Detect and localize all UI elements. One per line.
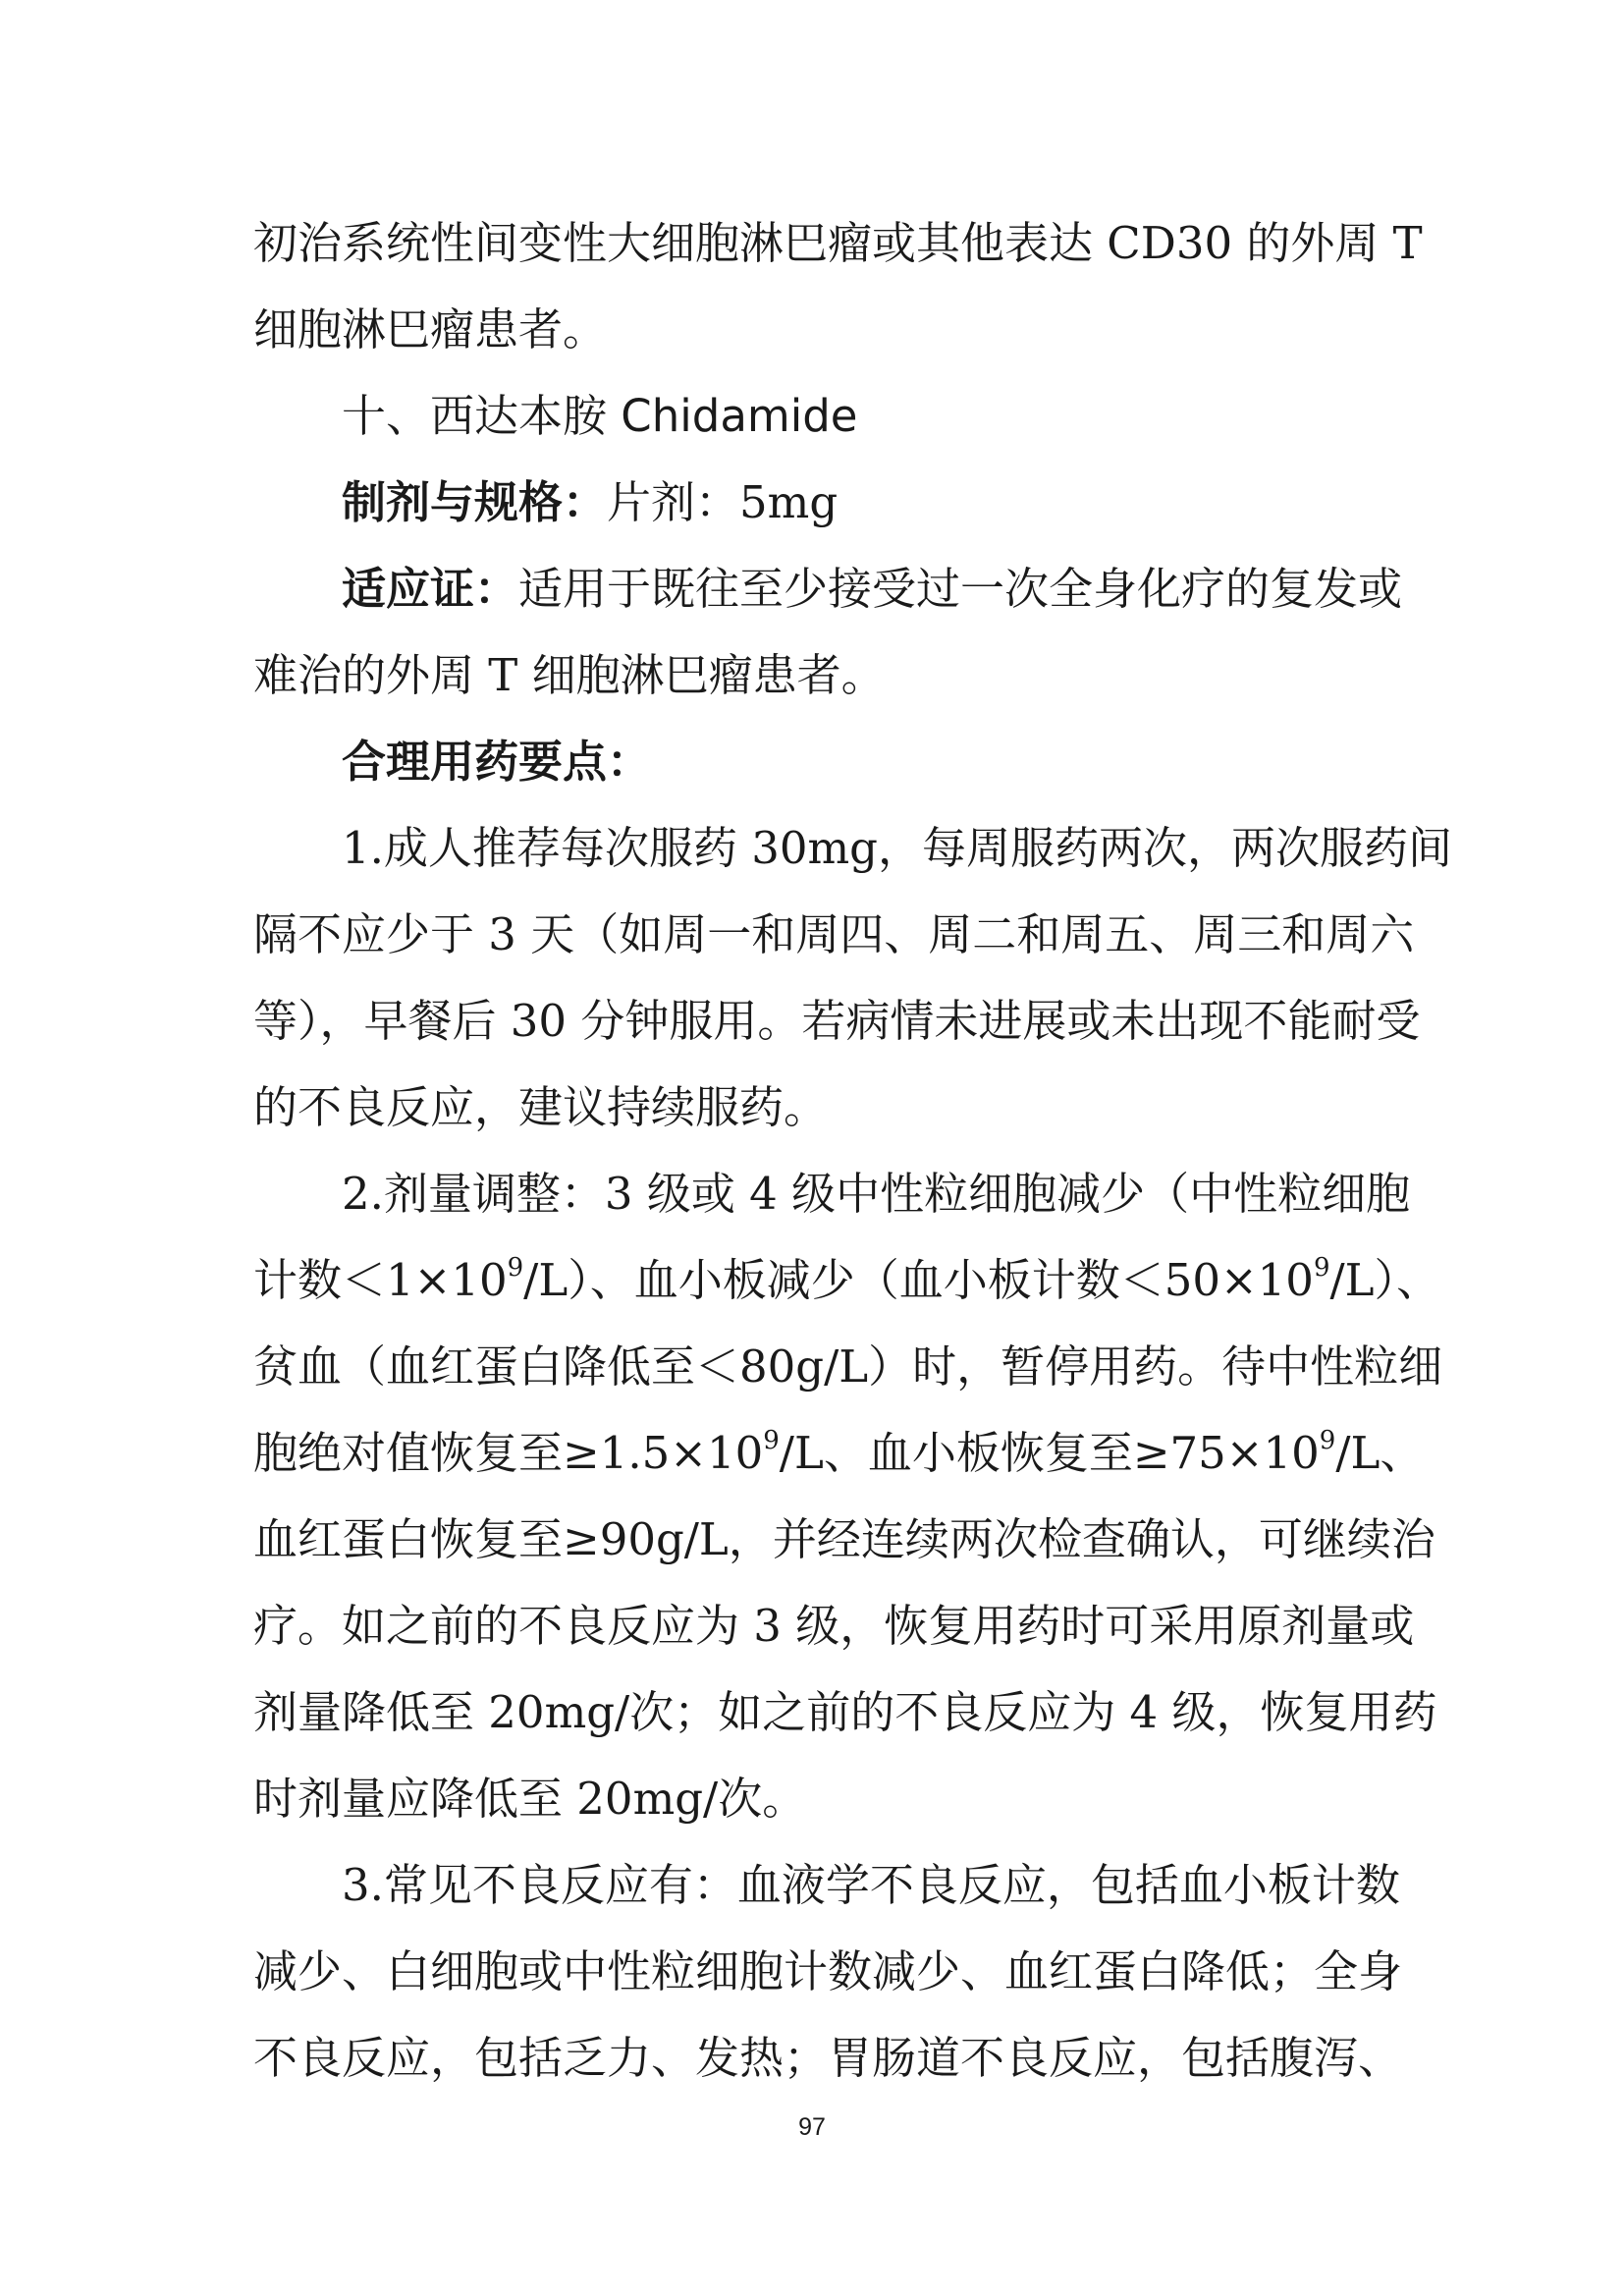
item2-text-4c: /L、	[1335, 1427, 1425, 1479]
exponent: 9	[1313, 1253, 1330, 1283]
exponent: 9	[507, 1253, 524, 1283]
indication-line-1	[253, 554, 1403, 640]
exponent: 9	[763, 1426, 780, 1455]
usage-heading: 合理用药要点：	[342, 736, 652, 788]
item2-line-6: 疗。如之前的不良反应为 3 级，恢复用药时可采用原剂量或	[253, 1600, 1415, 1652]
item2-line-7: 剂量降低至 20mg/次；如之前的不良反应为 4 级，恢复用药	[253, 1686, 1437, 1738]
formulation-value: 片剂：5mg	[607, 476, 839, 528]
item1-line-4: 的不良反应，建议持续服药。	[253, 1081, 829, 1133]
item2-line-3: 贫血（血红蛋白降低至＜80g/L）时，暂停用药。待中性粒细	[253, 1340, 1443, 1393]
item2-text-4a: 胞绝对值恢复至≥1.5×10	[253, 1427, 764, 1479]
indication-line-2: 难治的外周 T 细胞淋巴瘤患者。	[253, 649, 886, 701]
item2-line-1: 2.剂量调整：3 级或 4 级中性粒细胞减少（中性粒细胞	[342, 1168, 1411, 1220]
item3-line-3: 不良反应，包括乏力、发热；胃肠道不良反应，包括腹泻、	[253, 2032, 1403, 2084]
continuation-line-1: 初治系统性间变性大细胞淋巴瘤或其他表达 CD30 的外周 T	[253, 217, 1423, 269]
indication-label: 适应证：	[342, 563, 519, 615]
item2-line-5: 血红蛋白恢复至≥90g/L，并经连续两次检查确认，可继续治	[253, 1513, 1435, 1565]
item3-line-2: 减少、白细胞或中性粒细胞计数减少、血红蛋白降低；全身	[253, 1945, 1403, 1997]
item2-line-8: 时剂量应降低至 20mg/次。	[253, 1773, 807, 1825]
formulation-label: 制剂与规格：	[342, 476, 608, 528]
page-content	[253, 208, 1452, 2109]
item2-text-2b: /L）、血小板减少（血小板计数＜50×10	[523, 1254, 1314, 1306]
indication-text-1: 适用于既往至少接受过一次全身化疗的复发或	[518, 563, 1403, 615]
item1-line-1: 1.成人推荐每次服药 30mg，每周服药两次，两次服药间	[342, 822, 1452, 874]
item2-text-2a: 计数＜1×10	[253, 1254, 508, 1306]
item3-line-1: 3.常见不良反应有：血液学不良反应，包括血小板计数	[342, 1859, 1400, 1911]
exponent: 9	[1319, 1426, 1336, 1455]
item2-text-2c: /L）、	[1329, 1254, 1441, 1306]
item1-line-2: 隔不应少于 3 天（如周一和周四、周二和周五、周三和周六	[253, 908, 1415, 960]
page-number: 97	[798, 2113, 826, 2141]
section-title: 十、西达本胺 Chidamide	[342, 390, 858, 442]
item2-text-4b: /L、血小板恢复至≥75×10	[779, 1427, 1320, 1479]
item2-line-2	[253, 1245, 1441, 1332]
continuation-line-2: 细胞淋巴瘤患者。	[253, 303, 608, 355]
item1-line-3: 等），早餐后 30 分钟服用。若病情未进展或未出现不能耐受	[253, 995, 1421, 1047]
item2-line-4	[253, 1418, 1425, 1504]
formulation-line	[253, 467, 1390, 554]
